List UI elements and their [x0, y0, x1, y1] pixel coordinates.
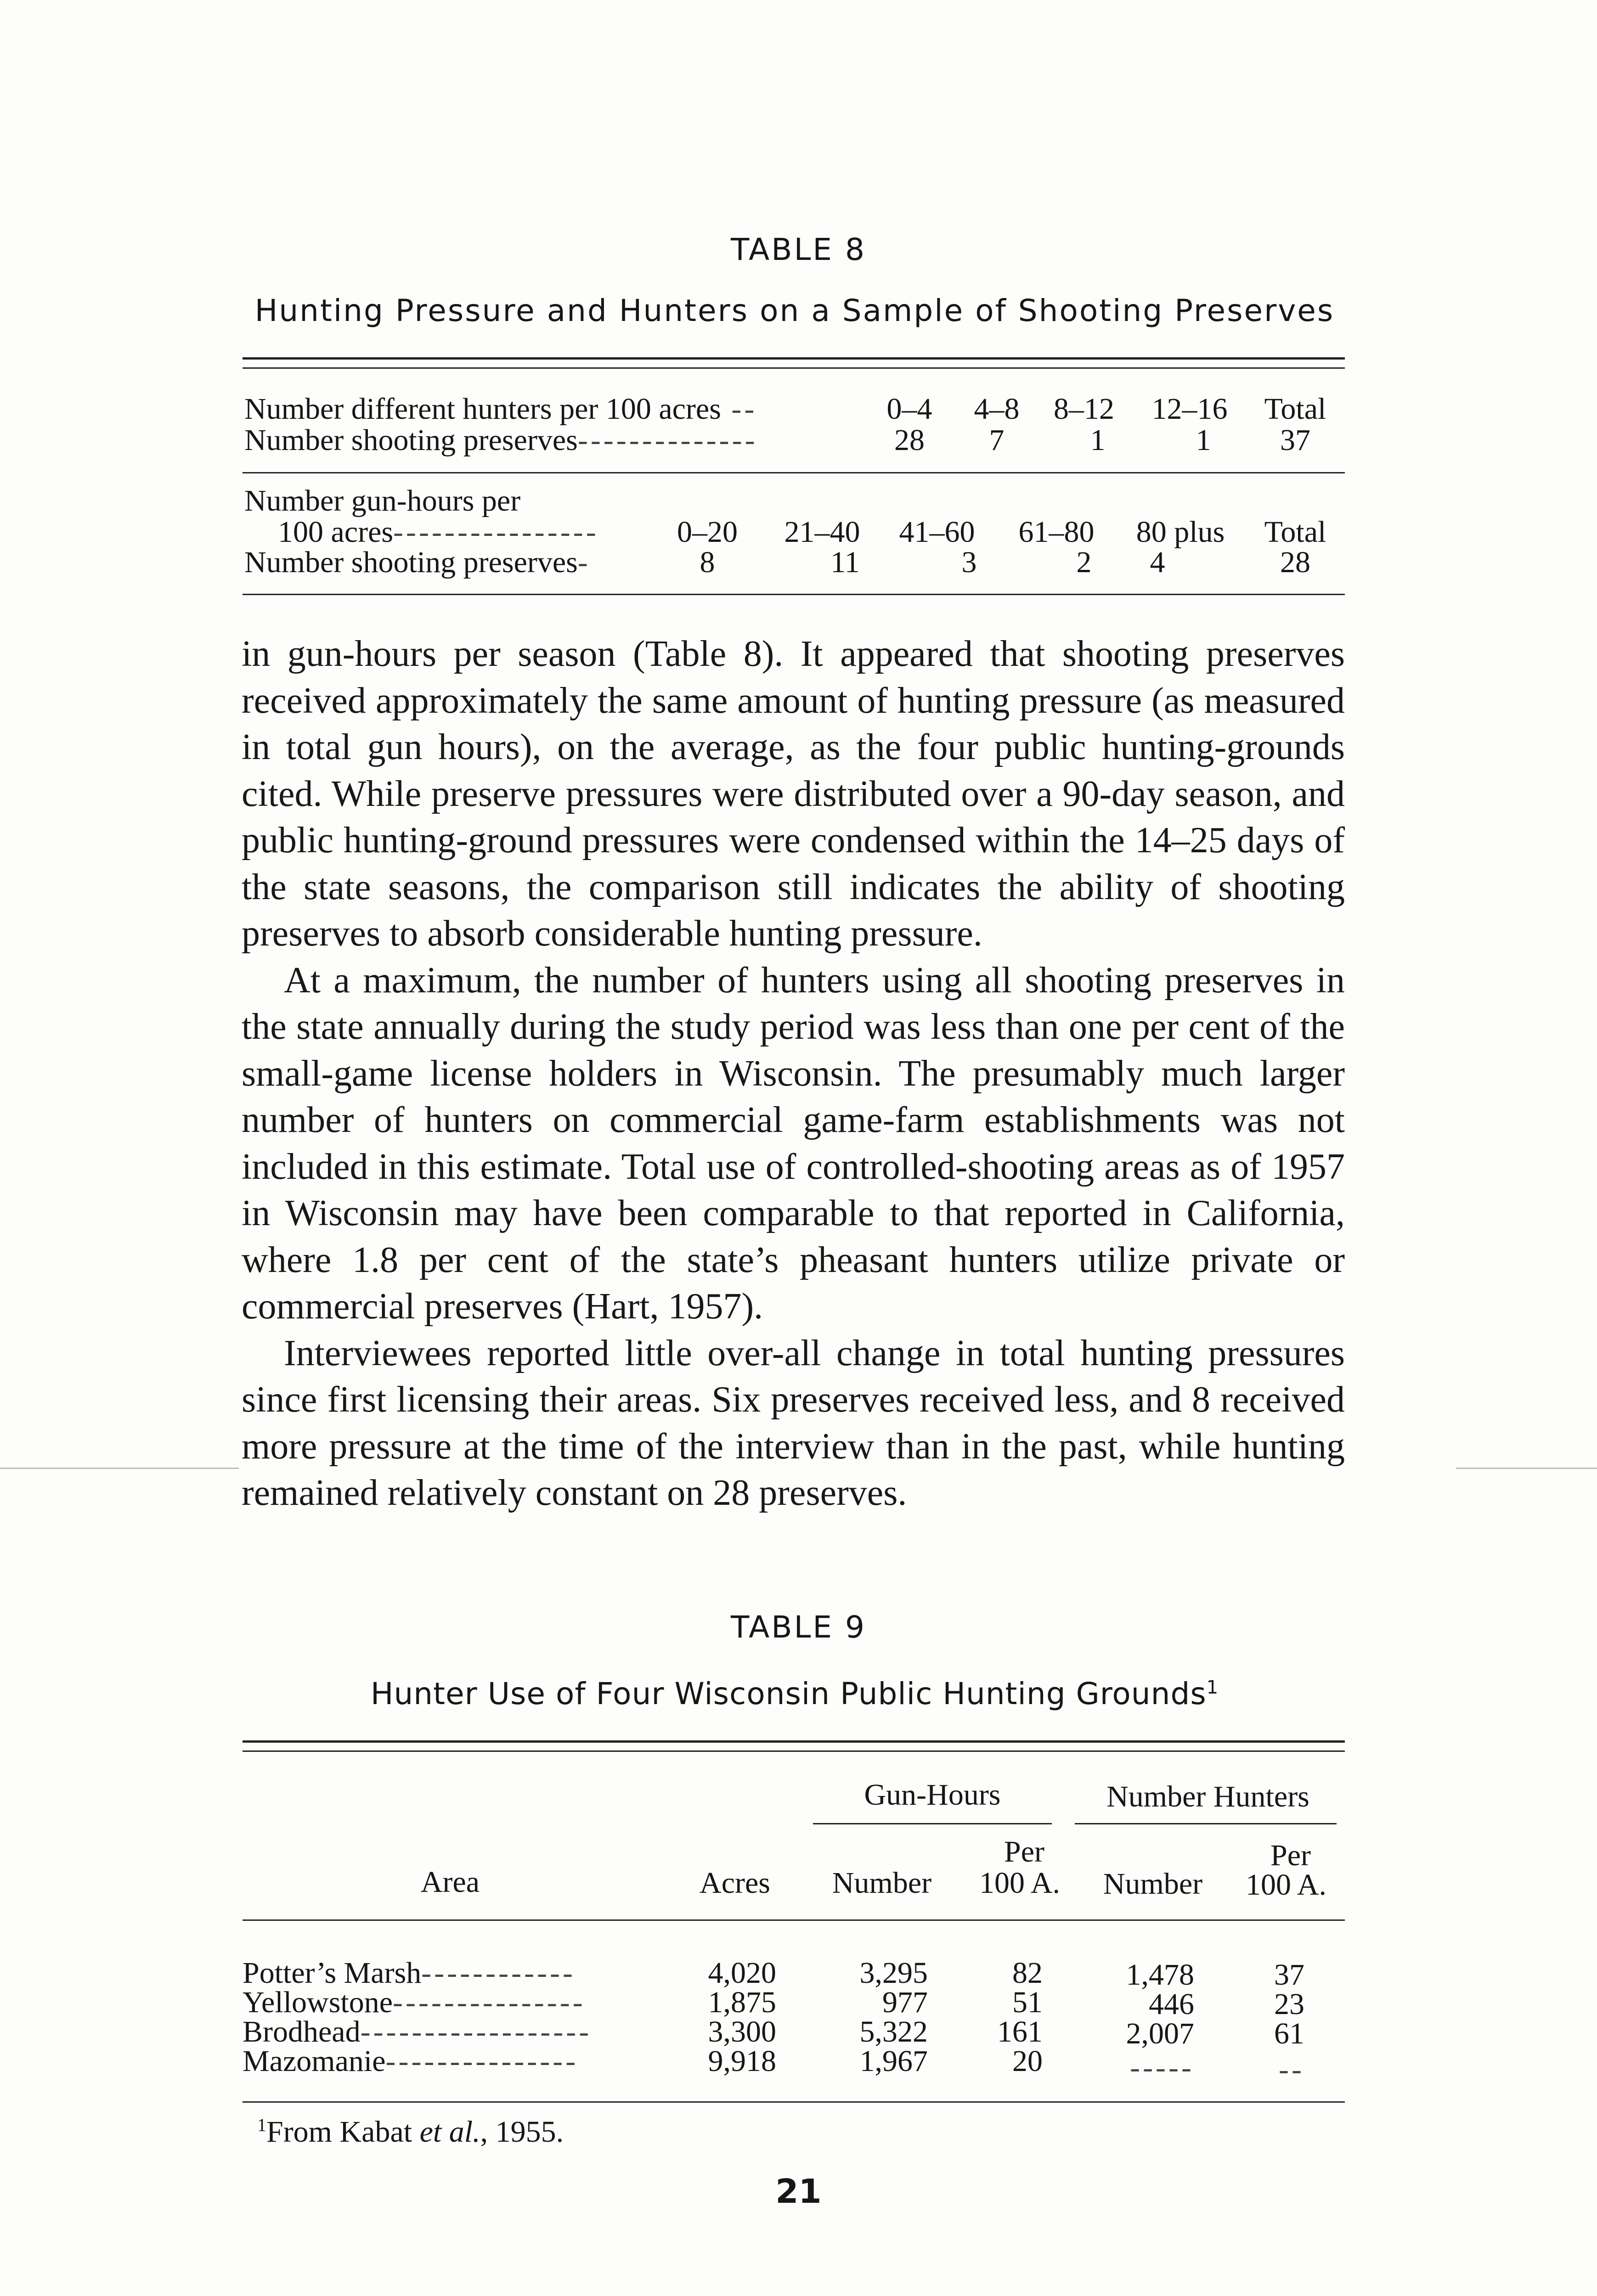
- table-8-range-cell: 0–4: [886, 392, 932, 426]
- hunt-per-cell: --: [1279, 2053, 1304, 2086]
- hunt-number-cell: 1,478: [1126, 1958, 1194, 1992]
- table-8-gunhours-label-line2: 100 acres----------------: [278, 515, 599, 549]
- body-paragraph: in gun-hours per season (Table 8). It appeared that shooting preserves received approximately the same amount of hunting pressure (as measured in total gun hours), on the average, as the four public hunting-grounds cited. While preserve pressures were distributed over a 90-day season, and public hunting-ground pressures were condensed within the 14–25 days of the state seasons, the comparison still indicates the ability of shooting preserves to absorb considerable hunting pressure.: [242, 634, 1345, 954]
- header-per: Per: [1270, 1839, 1311, 1872]
- table-8-hunters-label: Number different hunters per 100 acres --: [244, 392, 757, 426]
- acres-cell: 9,918: [708, 2044, 776, 2078]
- table-8-top-double-rule: [243, 357, 1345, 360]
- header-per: Per: [1004, 1835, 1044, 1868]
- table-9-footnote: $^1$From Kabat et al., 1955.: [257, 2115, 564, 2149]
- gun-per-cell: 51: [1012, 1986, 1043, 2019]
- table-8-preserves-label: Number shooting preserves-: [244, 546, 591, 579]
- table-9-caption: Hunter Use of Four Wisconsin Public Hunting Grounds$^1$: [370, 1676, 1219, 1711]
- table-8-count-cell: 28: [1280, 546, 1310, 579]
- table-9-top-rule-thin: [243, 1750, 1345, 1752]
- scan-artifact-line: [1456, 1468, 1597, 1469]
- header-gun-hours: Gun-Hours: [864, 1778, 1001, 1812]
- gun-number-cell: 5,322: [859, 2015, 928, 2048]
- scan-artifact-line: [0, 1468, 239, 1469]
- table-8-count-cell: 1: [1196, 423, 1211, 457]
- gun-number-cell: 1,967: [859, 2044, 928, 2078]
- table-8-range-cell: Total: [1264, 515, 1326, 549]
- body-paragraph: At a maximum, the number of hunters using all shooting preserves in the state annually during the study period was less than one per cent of the small-game license holders in Wisconsin. The presumably much larger number of hunters on commercial game-farm establishments was not included in this estimate. Total use of controlled-shooting areas as of 1957 in Wisconsin may have been comparable to that reported in California, where 1.8 per cent of the state’s pheasant hunters utilize private or commercial preserves (Hart, 1957).: [242, 960, 1345, 1327]
- table-8-caption: Hunting Pressure and Hunters on a Sample of Shooting Preserves: [254, 293, 1335, 328]
- gun-number-cell: 977: [882, 1986, 928, 2019]
- header-per-100a: 100 A.: [1245, 1868, 1327, 1902]
- header-number: Number: [832, 1866, 932, 1900]
- page-number: 21: [775, 2172, 822, 2211]
- hunt-number-cell: 446: [1149, 1987, 1194, 2021]
- body-paragraph: Interviewees reported little over-all change in total hunting pressures since first licensing their areas. Six preserves received less, and 8 received more pressure at the time of the interview than in the past, while hunting remained relatively constant on 28 preserves.: [242, 1333, 1345, 1513]
- table-8-count-cell: 2: [1076, 546, 1092, 579]
- header-number: Number: [1103, 1867, 1203, 1901]
- gun-hours-span-rule: [813, 1823, 1052, 1824]
- table-8-range-cell: 0–20: [677, 515, 738, 549]
- area-cell: Mazomanie---------------: [243, 2044, 579, 2078]
- table-8-preserves-label: Number shooting preserves--------------: [244, 423, 758, 457]
- table-8-label: TABLE 8: [730, 232, 867, 267]
- table-8-range-cell: 8–12: [1054, 392, 1114, 426]
- table-8-count-cell: 3: [961, 546, 977, 579]
- header-per-100a: 100 A.: [979, 1866, 1061, 1900]
- table-8-top-rule-thin: [243, 367, 1345, 369]
- table-8-count-cell: 7: [989, 423, 1004, 457]
- table-8-range-cell: 61–80: [1018, 515, 1095, 549]
- table-8-count-cell: 37: [1280, 423, 1310, 457]
- table-8-range-cell: 12–16: [1151, 392, 1228, 426]
- table-8-gunhours-label-line1: Number gun-hours per: [244, 484, 521, 518]
- footnote-mark: 1: [257, 2115, 266, 2135]
- table-9-top-double-rule: [243, 1740, 1345, 1743]
- header-acres: Acres: [700, 1866, 770, 1900]
- gun-number-cell: 3,295: [859, 1956, 928, 1990]
- hunt-per-cell: 61: [1274, 2017, 1304, 2050]
- table-9-header-rule: [243, 1919, 1345, 1921]
- header-area: Area: [420, 1865, 480, 1899]
- gun-per-cell: 161: [997, 2015, 1043, 2048]
- acres-cell: 3,300: [708, 2015, 776, 2048]
- table-8-range-cell: 21–40: [784, 515, 860, 549]
- area-cell: Potter’s Marsh------------: [243, 1956, 576, 1990]
- hunt-per-cell: 23: [1274, 1987, 1304, 2021]
- table-8-range-cell: Total: [1264, 392, 1326, 426]
- table-8-range-cell: 4–8: [974, 392, 1020, 426]
- hunt-number-cell: -----: [1130, 2051, 1194, 2084]
- hunt-per-cell: 37: [1274, 1958, 1304, 1992]
- gun-per-cell: 82: [1012, 1956, 1043, 1990]
- body-text: [242, 631, 1345, 1517]
- number-hunters-span-rule: [1075, 1823, 1337, 1824]
- area-cell: Brodhead------------------: [243, 2015, 592, 2048]
- table-9-bottom-rule: [243, 2101, 1345, 2103]
- hunt-number-cell: 2,007: [1126, 2017, 1194, 2050]
- table-8-count-cell: 8: [700, 546, 715, 579]
- table-8-range-cell: 80 plus: [1136, 515, 1225, 549]
- table-8-count-cell: 11: [830, 546, 860, 579]
- table-9-label: TABLE 9: [730, 1609, 867, 1645]
- area-cell: Yellowstone---------------: [243, 1986, 586, 2019]
- footnote-mark: 1: [1206, 1677, 1219, 1698]
- gun-per-cell: 20: [1012, 2044, 1043, 2078]
- table-8-count-cell: 1: [1090, 423, 1106, 457]
- table-8-range-cell: 41–60: [899, 515, 975, 549]
- table-8-count-cell: 28: [894, 423, 925, 457]
- table-8-middle-rule: [243, 472, 1345, 473]
- table-8-count-cell: 4: [1150, 546, 1165, 579]
- header-number-hunters: Number Hunters: [1106, 1780, 1309, 1813]
- table-8-bottom-rule: [243, 594, 1345, 595]
- acres-cell: 1,875: [708, 1986, 776, 2019]
- acres-cell: 4,020: [708, 1956, 776, 1990]
